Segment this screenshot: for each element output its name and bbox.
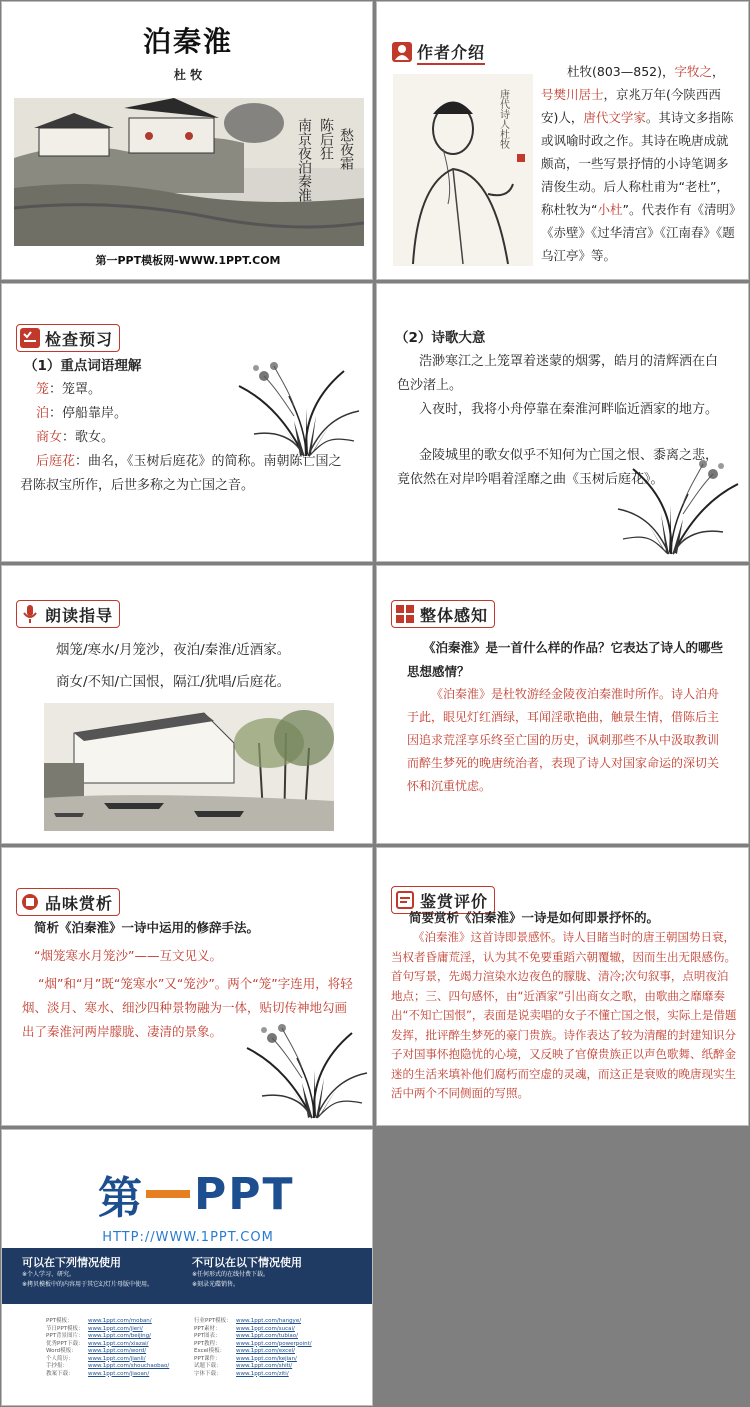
bio-part: ”。代表作有《清明》《赤壁》《过华清宫》《江南春》《题乌江亭》等。: [541, 202, 736, 263]
bio-highlight: 字牧之: [674, 64, 712, 79]
can-use-item: ※个人学习、研究。: [22, 1271, 76, 1278]
link-row[interactable]: 行业PPT模板： www.1ppt.com/hangye/: [194, 1318, 302, 1324]
link-row[interactable]: PPT图表： www.1ppt.com/tubiao/: [194, 1333, 298, 1339]
grid-icon: [394, 603, 416, 625]
svg-text:唐代诗人杜牧: 唐代诗人杜牧: [497, 89, 509, 149]
link-row[interactable]: 字体下载： www.1ppt.com/ziti/: [194, 1370, 289, 1377]
section-title: 检查预习: [45, 329, 114, 349]
slide-reading-guide[interactable]: [1, 565, 373, 844]
device-line: “烟笼寒水月笼沙”——互文见义。: [34, 948, 222, 963]
river-painting: [44, 703, 334, 831]
link-row[interactable]: 节日PPT模板： www.1ppt.com/jieri/: [46, 1325, 143, 1332]
vocab-term: 泊: [36, 406, 50, 421]
reading-line-2: 商女/不知/亡国恨，隔江/犹唱/后庭花。: [56, 674, 291, 690]
microphone-icon: [19, 603, 41, 625]
vocab-item: [36, 426, 114, 450]
dumu-portrait: [393, 74, 533, 266]
meaning-para-3: 金陵城里的歌女似乎不知何为亡国之恨、黍离之悲，竟依然在对岸吟唱着淫靡之曲《玉树后庭花》。: [397, 448, 719, 487]
link-row[interactable]: 试题下载： www.1ppt.com/shiti/: [194, 1363, 293, 1369]
can-use-item: ※拷贝模板中的内容用于其它幻灯片母版中使用。: [22, 1281, 154, 1288]
vocab-term: 笼: [36, 382, 50, 397]
author-bio: [541, 60, 737, 267]
calligraphy-text: [296, 117, 312, 202]
device-explanation: “烟”和“月”既“笼寒水”又“笼沙”。两个“笼”字连用，将轻烟、淡月、寒水、细沙四种景物融为一体，贴切传神地勾画出了秦淮河两岸朦胧、凄清的景象。: [22, 976, 353, 1039]
question: 《泊秦淮》是一首什么样的作品？它表达了诗人的哪些思想感情？: [407, 640, 724, 679]
section-title: 作者介绍: [417, 40, 485, 65]
link-row[interactable]: Excel模板： www.1ppt.com/excel/: [194, 1348, 295, 1354]
section-title: 朗读指导: [45, 605, 114, 625]
link-row[interactable]: PPT教程： www.1ppt.com/powerpoint/: [194, 1340, 312, 1347]
orchid-decoration: [613, 444, 743, 559]
can-use-title: 可以在下列情况使用: [22, 1256, 121, 1269]
question: 简析《泊秦淮》一诗中运用的修辞手法。: [34, 920, 260, 935]
svg-text:南京夜泊秦淮: 南京夜泊秦淮: [296, 118, 312, 202]
meaning-para-1: 浩渺寒江之上笼罩着迷蒙的烟雾，皓月的清辉洒在白色沙渚上。: [397, 354, 719, 393]
reading-line-1: 烟笼/寒水/月笼沙，夜泊/秦淮/近酒家。: [56, 642, 291, 658]
link-row[interactable]: PPT课件： www.1ppt.com/kejian/: [194, 1355, 297, 1362]
slide-author-intro[interactable]: [376, 1, 749, 280]
slide-brand-footer[interactable]: [1, 1129, 373, 1406]
vocab-item: [36, 378, 101, 402]
vocab-item: [36, 402, 127, 426]
poem-title: 泊秦淮: [142, 25, 233, 58]
link-row[interactable]: PPT模板： www.1ppt.com/moban/: [46, 1318, 152, 1324]
section-title: 鉴赏评价: [420, 891, 489, 911]
subheading: （2）诗歌大意: [395, 330, 486, 346]
bio-part: ，京兆万年(今陕西西安)人，: [541, 87, 721, 125]
section-header: [16, 324, 120, 352]
section-title: 整体感知: [420, 605, 489, 625]
link-row[interactable]: 个人简历： www.1ppt.com/jianli/: [46, 1355, 146, 1362]
site-footer: 第一PPT模板网-WWW.1PPT.COM: [95, 254, 281, 267]
link-row[interactable]: PPT素材： www.1ppt.com/sucai/: [194, 1325, 295, 1332]
vocab-def: ：笼罩。: [49, 382, 102, 397]
logo-dash: [146, 1190, 190, 1198]
slide-overall-perception[interactable]: [376, 565, 749, 844]
links-right: [194, 1318, 312, 1378]
slide-evaluation[interactable]: [376, 847, 749, 1126]
link-row[interactable]: 优秀PPT下载： www.1ppt.com/xiazai/: [46, 1340, 149, 1347]
section-header: [16, 600, 120, 628]
bio-highlight: 唐代文学家: [583, 110, 646, 125]
bio-part: ，: [712, 64, 725, 79]
cannot-use-title: 不可以在以下情况使用: [192, 1256, 302, 1269]
link-row[interactable]: Word模板： www.1ppt.com/word/: [46, 1348, 147, 1354]
brand-logo: [98, 1166, 295, 1222]
cannot-use-list: [192, 1270, 269, 1290]
svg-text:陈后狂: 陈后狂: [318, 118, 334, 160]
vocab-def: ：曲名，《玉树后庭花》的简称。南朝陈亡国之君陈叔宝所作，后世多称之为亡国之音。: [20, 454, 342, 493]
link-row[interactable]: 手抄报： www.1ppt.com/shouchaobao/: [46, 1363, 170, 1369]
orchid-decoration: [242, 1008, 372, 1123]
subheading: （1）重点词语理解: [24, 358, 142, 374]
poem-author: 杜 牧: [173, 68, 203, 82]
answer: 《泊秦淮》是杜牧游经金陵夜泊秦淮时所作。诗人泊舟于此，眼见灯红酒绿，耳闻淫歌艳曲，触景生情，借陈后主因追求荒淫享乐终至亡国的历史，讽刺那些不从中汲取教训而醉生梦死的晚唐统治者，表现了诗人对国家命运的深切关怀和沉重忧虑。: [407, 687, 720, 793]
bio-highlight: 小杜: [597, 202, 623, 217]
bio-part: 。其诗文多指陈或讽喻时政之作。其诗在晚唐成就颇高，一些写景抒情的小诗笔调多清俊生动。后人称杜甫为“老杜”，称杜牧为“: [541, 110, 734, 217]
brand-url[interactable]: HTTP://WWW.1PPT.COM: [102, 1230, 274, 1245]
vocab-def: ：歌女。: [62, 430, 115, 445]
vocab-term: 后庭花: [36, 454, 76, 469]
can-use-list: [22, 1270, 153, 1290]
checklist-icon: [19, 327, 41, 349]
logo-ppt: PPT: [194, 1168, 295, 1220]
cannot-use-item: ※任何形式的在线付费下载。: [192, 1271, 270, 1278]
stamp-icon: [19, 891, 41, 913]
usage-banner: [2, 1248, 373, 1304]
links-left: [46, 1318, 169, 1378]
section-title: 品味赏析: [45, 893, 114, 913]
meaning-para-2: 入夜时，我将小舟停靠在秦淮河畔临近酒家的地方。: [419, 402, 719, 417]
cannot-use-item: ※刻录光碟销售。: [192, 1281, 240, 1288]
section-header: [391, 600, 495, 628]
slide-preview-check[interactable]: [1, 283, 373, 562]
link-row[interactable]: 教案下载： www.1ppt.com/jiaoan/: [46, 1370, 150, 1377]
vocab-term: 商女: [36, 430, 63, 445]
bio-highlight: 号樊川居士: [541, 87, 604, 102]
section-header: [391, 40, 485, 64]
landscape-painting: [14, 98, 364, 246]
svg-text:愁夜霜: 愁夜霜: [338, 128, 354, 170]
answer: 《泊秦淮》这首诗即景感怀。诗人目睹当时的唐王朝国势日衰，当权者昏庸荒淫，认为其不免要重蹈六朝覆辙，因而生出无限感伤。首句写景，先竭力渲染水边夜色的朦胧、清冷;次句叙事，点明夜泊地点；三、四句感怀，由“近酒家”引出商女之歌，由歌曲之靡靡奏出“不知亡国恨”，表面是说卖唱的女子不懂亡国之恨，实际上是借题发挥，批评醉生梦死的豪门贵族。诗作表达了较为清醒的封建知识分子对国事怀抱隐忧的心境，又反映了官僚贵族正以声色歌舞、纸醉金迷的生活来填补他们腐朽而空虚的灵魂，而这正是衰败的晚唐现实生活中两个不同侧面的写照。: [391, 930, 737, 1100]
question: 简要赏析《泊秦淮》一诗是如何即景抒怀的。: [409, 910, 660, 925]
bio-part: 杜牧(803—852)，: [567, 64, 675, 79]
person-icon: [391, 41, 413, 63]
orchid-decoration: [234, 346, 364, 461]
vocab-def: ：停船靠岸。: [49, 406, 128, 421]
slide-title[interactable]: [1, 1, 373, 280]
slide-appreciation[interactable]: [1, 847, 373, 1126]
link-row[interactable]: PPT背景图片： www.1ppt.com/beijing/: [46, 1333, 152, 1339]
logo-char: 第: [98, 1173, 142, 1224]
section-header: [16, 888, 120, 916]
slide-poem-meaning[interactable]: [376, 283, 749, 562]
